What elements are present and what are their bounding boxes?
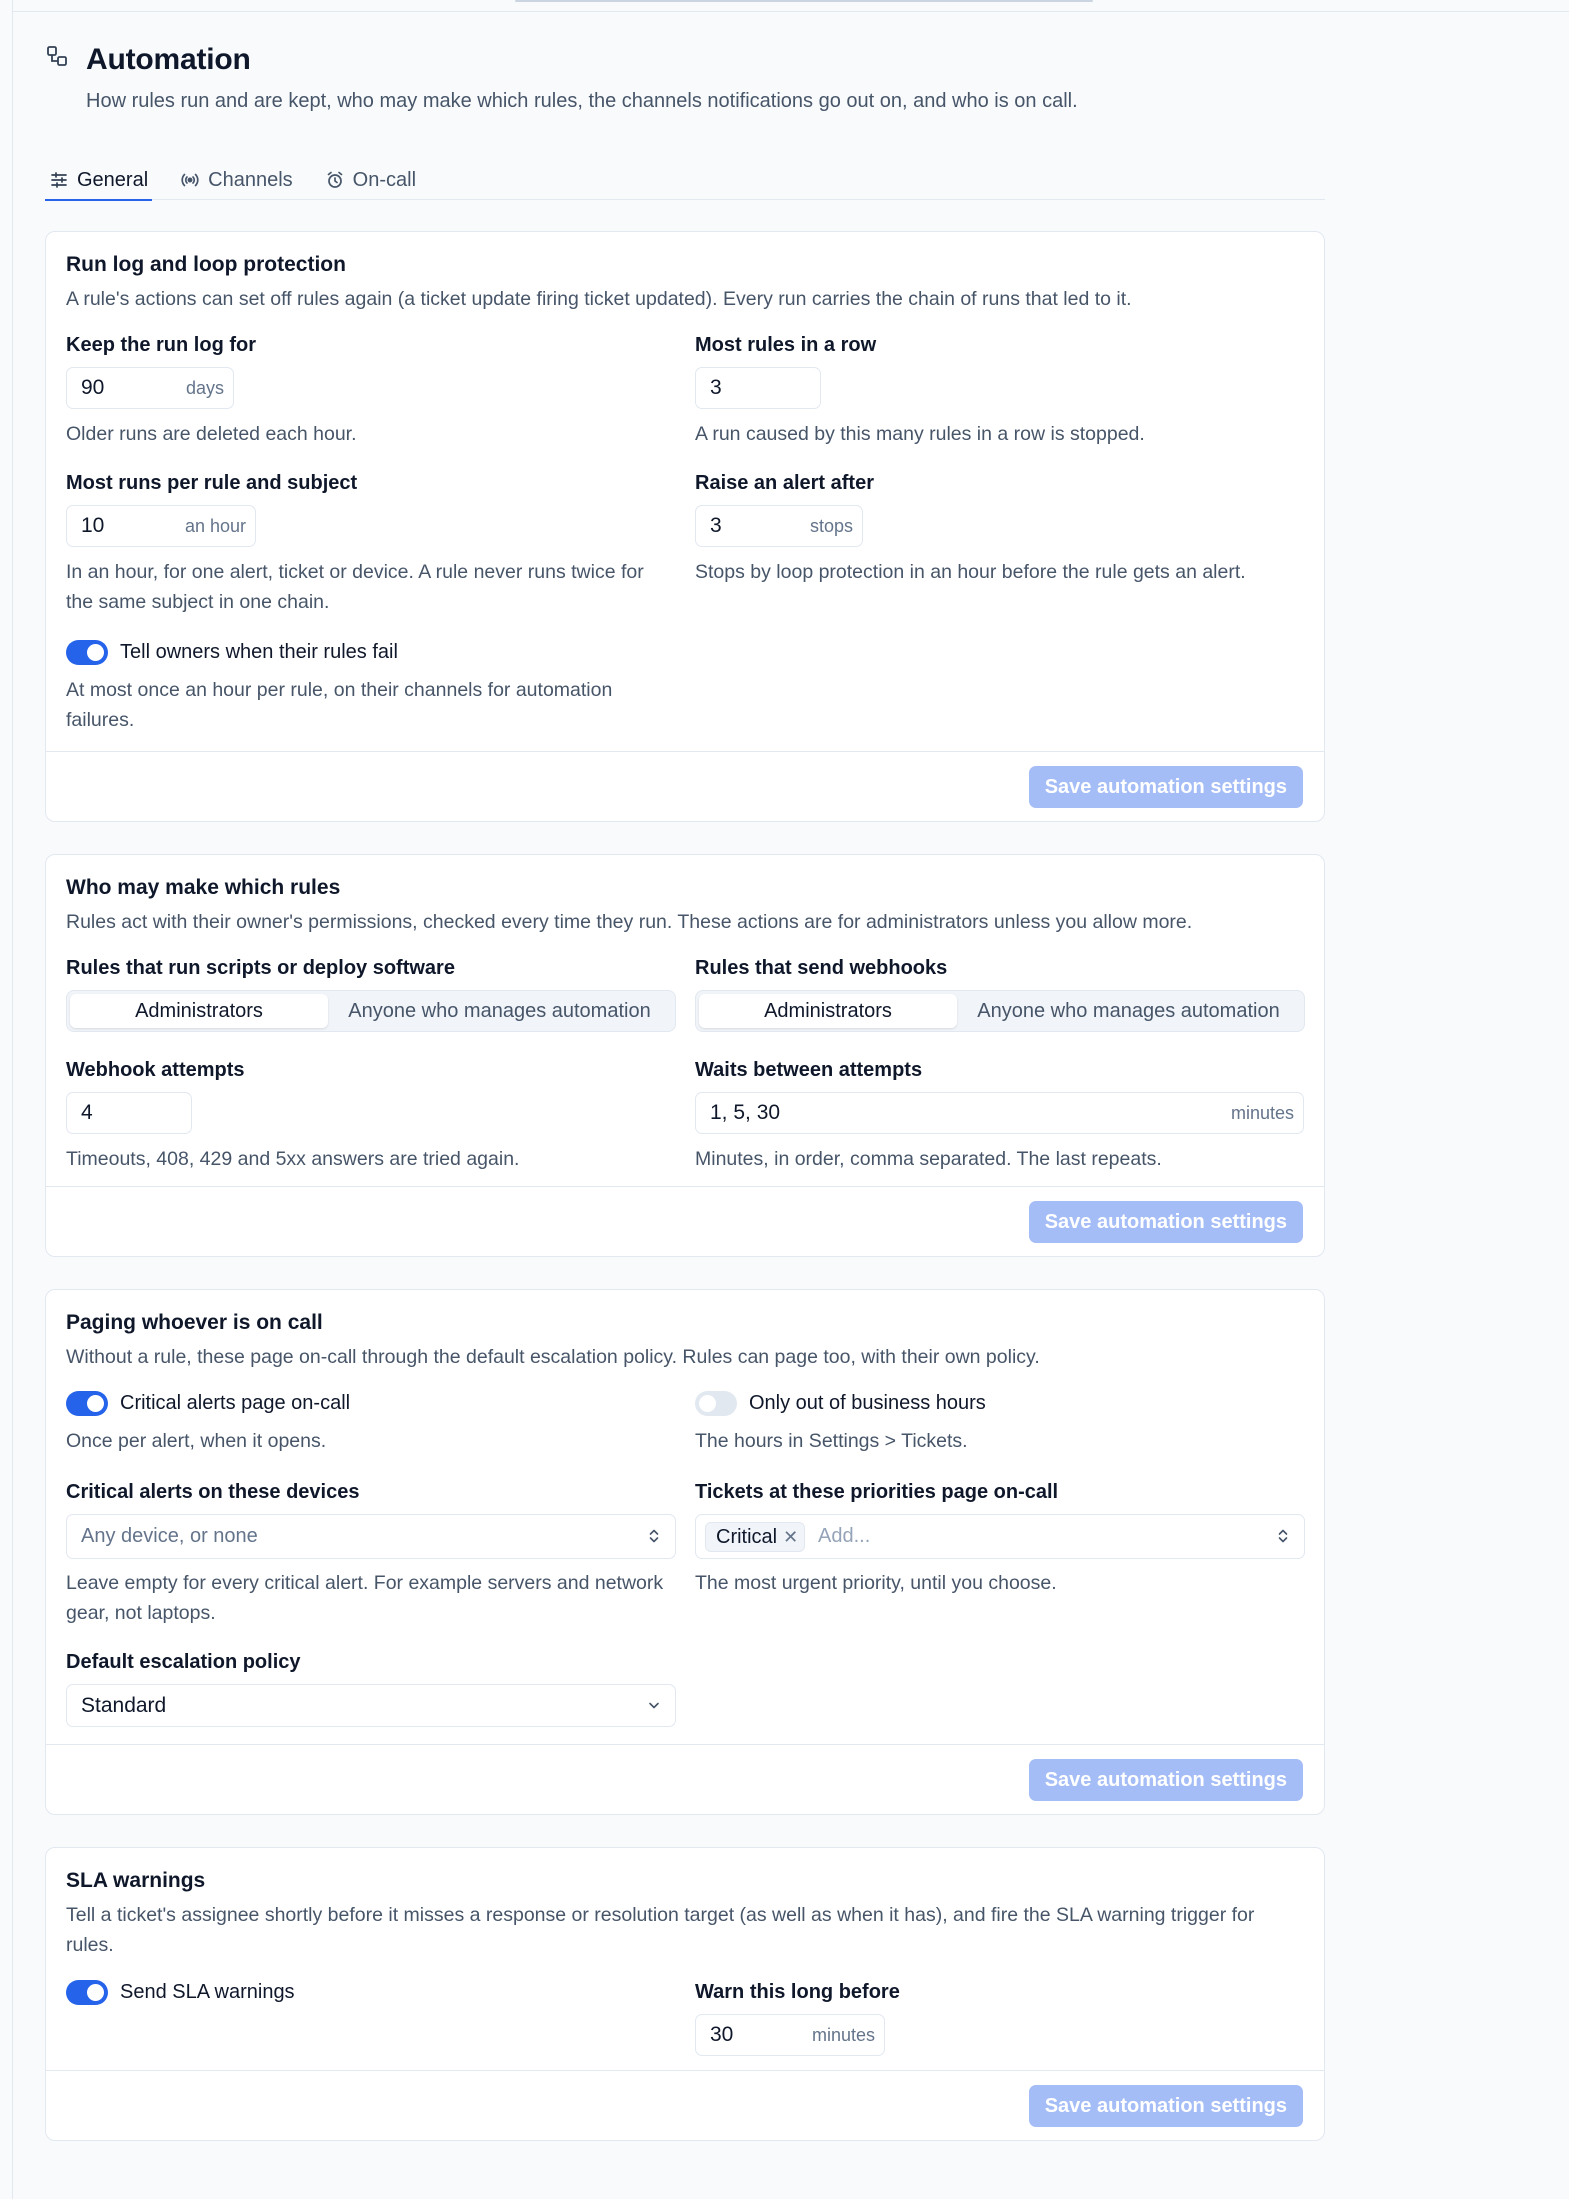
sliders-icon (49, 170, 69, 190)
priorities-help: The most urgent priority, until you choose. (695, 1572, 1057, 1594)
policy-field (66, 1649, 676, 1736)
card-description: Tell a ticket's assignee shortly before it misses a response or resolution target (as well as when it has), and fire the SLA warning trigger for rules. (66, 1904, 1255, 1956)
tell-owners-help: At most once an hour per rule, on their channels for automation failures. (66, 679, 613, 731)
raise-alert-label: Raise an alert after (695, 472, 874, 494)
keep-log-unit: days (185, 378, 224, 398)
warn-before-input[interactable] (695, 2014, 885, 2056)
remove-chip-icon[interactable]: ✕ (783, 1527, 799, 1547)
scripts-field (66, 955, 676, 1032)
policy-select[interactable] (66, 1684, 676, 1727)
webhook-attempts-help: Timeouts, 408, 429 and 5xx answers are tried again. (66, 1148, 520, 1170)
priorities-multiselect[interactable] (695, 1514, 1305, 1559)
top-bar (13, 0, 1569, 12)
scripts-option-anyone[interactable]: Anyone who manages automation (348, 999, 651, 1022)
card-footer (46, 1186, 1324, 1256)
raise-alert-field (695, 470, 1305, 587)
critical-page-field (66, 1390, 676, 1456)
warn-before-field (695, 1979, 1305, 2066)
tab-general-label: General (77, 168, 149, 191)
webhook-attempts-field (66, 1057, 676, 1174)
waits-input[interactable] (695, 1092, 1304, 1134)
run-log-card (45, 231, 1325, 822)
tell-owners-toggle[interactable] (66, 640, 108, 665)
warn-before-value: 30 (710, 2023, 734, 2046)
send-sla-field (66, 1979, 676, 2005)
webhooks-option-administrators[interactable]: Administrators (699, 994, 957, 1028)
card-description: Rules act with their owner's permissions, checked every time they run. These actions are for administrators unless you allow more. (66, 911, 1193, 933)
chevron-down-icon (645, 1696, 663, 1714)
priorities-field (695, 1479, 1305, 1598)
paging-card (45, 1289, 1325, 1815)
scripts-segmented-control (66, 990, 676, 1032)
most-rules-help: A run caused by this many rules in a row is stopped. (695, 423, 1145, 445)
card-title: Who may make which rules (66, 876, 341, 899)
critical-page-help: Once per alert, when it opens. (66, 1430, 327, 1452)
tab-channels[interactable] (176, 160, 297, 200)
devices-placeholder: Any device, or none (81, 1525, 258, 1547)
business-hours-help: The hours in Settings > Tickets. (695, 1430, 968, 1452)
most-runs-unit: an hour (184, 516, 246, 536)
raise-alert-value: 3 (710, 514, 722, 537)
broadcast-icon (180, 170, 200, 190)
keep-log-label: Keep the run log for (66, 334, 256, 356)
warn-before-unit: minutes (811, 2025, 875, 2045)
critical-page-label: Critical alerts page on-call (120, 1391, 351, 1414)
most-rules-input[interactable] (695, 367, 821, 409)
most-runs-value: 10 (81, 514, 105, 537)
tab-on-call[interactable] (321, 160, 420, 200)
devices-label: Critical alerts on these devices (66, 1481, 360, 1503)
critical-page-toggle[interactable] (66, 1391, 108, 1416)
keep-log-help: Older runs are deleted each hour. (66, 423, 357, 445)
alarm-clock-icon (325, 170, 345, 190)
business-hours-field (695, 1390, 1305, 1456)
webhooks-option-anyone[interactable]: Anyone who manages automation (977, 999, 1280, 1022)
save-button[interactable]: Save automation settings (1029, 766, 1303, 808)
webhooks-segmented-control (695, 990, 1305, 1032)
most-rules-label: Most rules in a row (695, 334, 877, 356)
card-footer (46, 1744, 1324, 1814)
waits-help: Minutes, in order, comma separated. The last repeats. (695, 1148, 1162, 1170)
tab-channels-label: Channels (208, 168, 293, 191)
horizontal-scrollbar[interactable] (515, 0, 1093, 2)
page-description: How rules run and are kept, who may make which rules, the channels notifications go out on, and who is on call. (86, 90, 1078, 112)
waits-label: Waits between attempts (695, 1059, 923, 1081)
save-button[interactable]: Save automation settings (1029, 1201, 1303, 1243)
tell-owners-field (66, 639, 676, 735)
priority-chip-label: Critical (716, 1525, 778, 1548)
chevron-up-down-icon (1274, 1527, 1292, 1545)
waits-field (695, 1057, 1305, 1174)
waits-unit: minutes (1230, 1103, 1294, 1123)
most-runs-input[interactable] (66, 505, 256, 547)
business-hours-toggle[interactable] (695, 1391, 737, 1416)
card-description: Without a rule, these page on-call through the default escalation policy. Rules can page too, with their own policy. (66, 1346, 1040, 1368)
rules-permissions-card (45, 854, 1325, 1257)
card-footer (46, 751, 1324, 821)
most-rules-value: 3 (710, 376, 722, 399)
waits-value: 1, 5, 30 (710, 1101, 781, 1124)
priorities-label: Tickets at these priorities page on-call (695, 1481, 1059, 1503)
tab-general[interactable] (45, 160, 152, 200)
automation-page (45, 40, 1325, 200)
page-header (45, 40, 1325, 120)
card-title: SLA warnings (66, 1869, 206, 1892)
webhooks-field (695, 955, 1305, 1032)
devices-select[interactable] (66, 1514, 676, 1559)
webhook-attempts-input[interactable] (66, 1092, 192, 1134)
raise-alert-unit: stops (809, 516, 853, 536)
most-runs-field (66, 470, 676, 617)
card-description: A rule's actions can set off rules again (a ticket update firing ticket updated). Every run carries the chain of runs that led to it. (66, 288, 1132, 310)
priorities-add-placeholder: Add... (818, 1525, 871, 1547)
card-title: Run log and loop protection (66, 253, 346, 276)
most-runs-label: Most runs per rule and subject (66, 472, 358, 494)
send-sla-label: Send SLA warnings (120, 1980, 295, 2003)
keep-log-field (66, 332, 676, 449)
webhooks-label: Rules that send webhooks (695, 957, 948, 979)
tab-on-call-label: On-call (352, 168, 417, 191)
keep-log-value: 90 (81, 376, 105, 399)
save-button[interactable]: Save automation settings (1029, 2085, 1303, 2127)
tell-owners-label: Tell owners when their rules fail (120, 640, 398, 663)
business-hours-label: Only out of business hours (749, 1391, 986, 1414)
webhook-attempts-label: Webhook attempts (66, 1059, 245, 1081)
policy-label: Default escalation policy (66, 1651, 301, 1673)
priority-chip (705, 1522, 805, 1552)
webhook-attempts-value: 4 (81, 1101, 93, 1124)
save-button[interactable]: Save automation settings (1029, 1759, 1303, 1801)
chevron-up-down-icon (645, 1527, 663, 1545)
policy-value: Standard (81, 1694, 167, 1717)
left-divider (12, 0, 13, 2199)
send-sla-toggle[interactable] (66, 1980, 108, 2005)
sla-card (45, 1847, 1325, 2141)
keep-log-input[interactable] (66, 367, 234, 409)
most-runs-help: In an hour, for one alert, ticket or device. A rule never runs twice for the same subject in one chain. (66, 561, 644, 613)
most-rules-field (695, 332, 1305, 449)
raise-alert-input[interactable] (695, 505, 863, 547)
card-footer (46, 2070, 1324, 2140)
scripts-label: Rules that run scripts or deploy software (66, 957, 455, 979)
workflow-icon (45, 44, 69, 68)
settings-tabs (45, 160, 1325, 200)
warn-before-label: Warn this long before (695, 1981, 900, 2003)
scripts-option-administrators[interactable]: Administrators (70, 994, 328, 1028)
devices-field (66, 1479, 676, 1628)
page-title: Automation (86, 43, 251, 76)
raise-alert-help: Stops by loop protection in an hour before the rule gets an alert. (695, 561, 1246, 583)
card-title: Paging whoever is on call (66, 1311, 323, 1334)
devices-help: Leave empty for every critical alert. For example servers and network gear, not laptops. (66, 1572, 664, 1624)
